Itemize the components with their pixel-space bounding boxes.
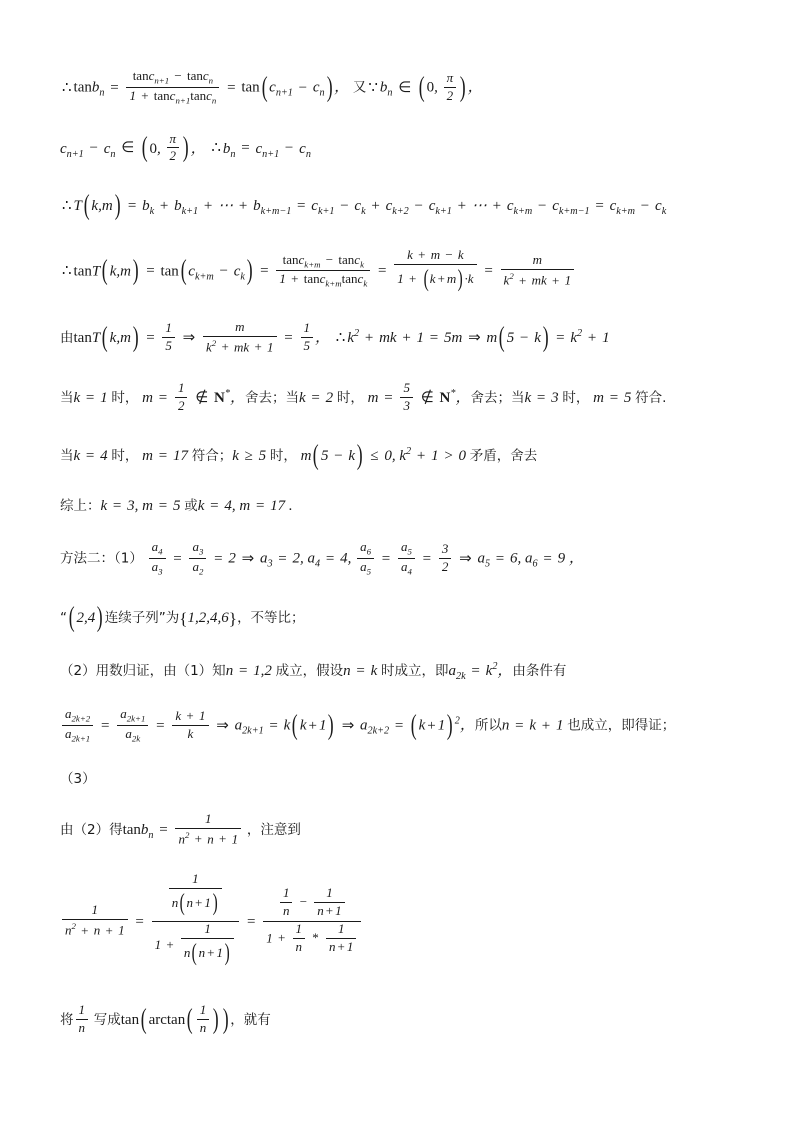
math-line-1: ∴ tanb$_n$ = $\frac{\tan c_{n+1} - \tan c_n}{1 + \tan c_{n+1}\tan c_n}$ = tan( $c_{n+1} - c_n$) ， 又 ∵ $b_n$ ∈ ( 0, $\frac{\pi}{2}$ ) ， (62, 68, 483, 106)
math-line-6: 当k = 1 时， m = $\frac{1}{2}$ ∉ N*，舍去；当k = 2 时， m = $\frac{5}{3}$ ∉ N*，舍去；当k = 3 时， m = 5 符合. (60, 380, 667, 414)
math-line-13: （3） (60, 770, 96, 787)
math-line-2: $c_{n+1} - c_n$ ∈ ( 0, $\frac{\pi}{2}$ ) ， ∴ $b_n = c_{n+1} - c_n$ (60, 130, 311, 164)
math-line-11: （2）用数归证，由（1）知n = 1,2 成立，假设n = k 时成立，即$a_{2k} = k^2$，由条件有 (60, 660, 567, 682)
math-line-15: $\frac{1}{n^2 + n + 1}$ = $\frac{1}{n( n + 1)}$ 1 + $\frac{1}{n( n + 1)}$ = $\frac{1}{n}$ − $\frac{1}{n + 1}$ 1 + $\frac{1}{n}$ * $\frac{1}{n + 1}$ (60, 874, 740, 970)
math-line-7: 当k = 4 时， m = 17 符合；k ≥ 5 时， m( 5 − k) ≤ 0, $k^2 + 1 > 0$ 矛盾，舍去 (60, 440, 538, 472)
math-line-10: “( 2,4) 连续子列”为{1,2,4,6}，不等比； (60, 602, 305, 634)
math-line-9: 方法二：（1） $\frac{a_4}{a_3}$ = $\frac{a_3}{a_2}$ = 2 ⇒ $a_3 = 2$, $a_4 = 4$, $\frac{a_6}{a_5}$ = $\frac{a_5}{a_4}$ = $\frac{3}{2}$ ⇒ $a_5 = 6$, $a_6 = 9$ ， (60, 538, 584, 577)
math-line-16: 将 $\frac{1}{n}$ 写成tan( arctan( $\frac{1}{n}$ ) ) ，就有 (60, 1001, 271, 1035)
math-line-12: $\frac{a_{2k+2}}{a_{2k+1}}$ = $\frac{a_{2k+1}}{a_{2k}}$ = $\frac{k + 1}{k}$ ⇒ $a_{2k+1} = k$( k + 1) ⇒ $a_{2k+2}$ = ( k + 1) $^2$，所以n = k + 1 也成立，即得证； (60, 708, 740, 745)
math-line-5: 由tanT( k,m) = $\frac{1}{5}$ ⇒ $\frac{m}{k^2 + mk + 1}$ = $\frac{1}{5}$ ， ∴ $k^2$ + mk + 1 = 5m ⇒ m( $5 - k) = k^2 + 1$ (60, 319, 610, 355)
math-line-14: 由（2）得tanb$_n$ = $\frac{1}{n^2 + n + 1}$ ，注意到 (60, 811, 301, 847)
math-line-4: ∴ tanT( k,m) = tan( $c_{k+m} - c_k$) = $\frac{\tan c_{k+m} - \tan c_k}{1 + \tan c_{k+m}\tan c_k}$ = $\frac{k + m - k}{1 + ( k + m) \cdot k}$ = $\frac{m}{k^2 + mk + 1}$ (60, 249, 740, 295)
math-line-3: ∴ T( $k,m) = b_k + b_{k+1}$ + ⋯ + $b_{k+m-1} = c_{k+1} - c_k + c_{k+2} - c_{k+1}$ + ⋯ + $c_{k+m} - c_{k+m-1} = c_{k+m} - c_k$ (62, 190, 667, 222)
math-line-8: 综上：k = 3, m = 5 或k = 4, m = 17 . (60, 498, 293, 515)
